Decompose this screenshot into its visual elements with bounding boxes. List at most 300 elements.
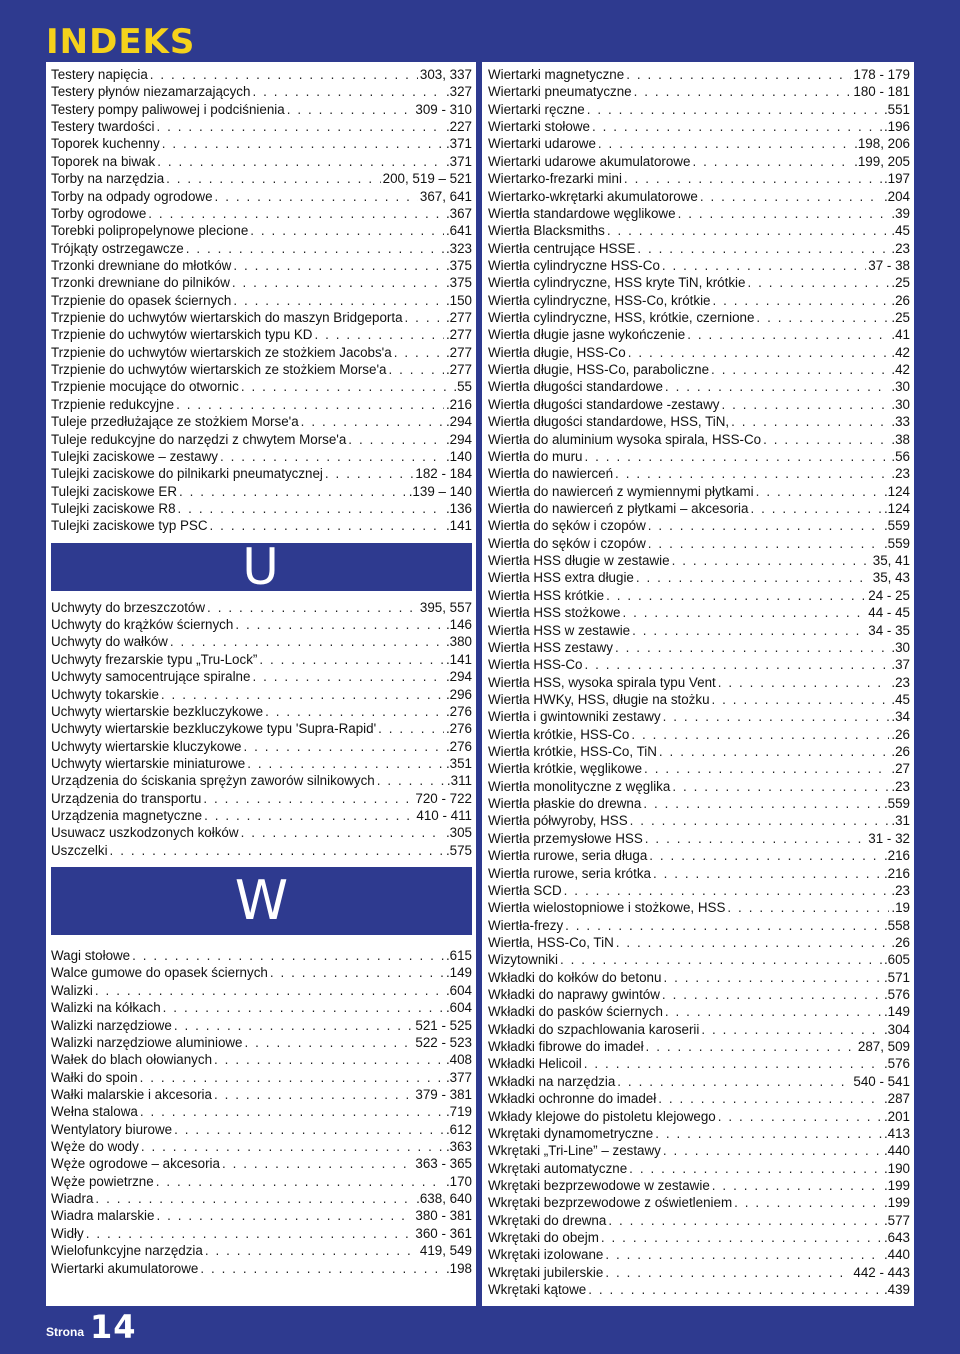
entry-page: .277 [445, 310, 472, 326]
entry-page: .204 [883, 188, 910, 204]
entry-leader-dots [179, 483, 407, 500]
index-entry [51, 118, 472, 135]
entry-leader-dots [270, 964, 444, 981]
entry-leader-dots [585, 656, 890, 673]
entry-term: Torby na narzędzia [51, 171, 165, 187]
entry-page: .577 [883, 1212, 910, 1228]
entry-leader-dots [634, 83, 852, 100]
index-entry [488, 795, 910, 812]
entry-leader-dots [626, 66, 851, 83]
entry-term: Wkładki do pasków ściernych [488, 1004, 663, 1020]
entry-term: Wkrętaki dynamometryczne [488, 1125, 654, 1141]
entry-leader-dots [645, 830, 867, 847]
entry-term: Uchwyty tokarskie [51, 686, 159, 702]
entry-leader-dots [632, 622, 866, 639]
index-entry [51, 101, 472, 118]
entry-term: Trzonki drewniane do młotków [51, 257, 232, 273]
entry-term: Trójkąty ostrzegawcze [51, 240, 184, 256]
index-entry [488, 101, 910, 118]
index-entry [51, 361, 472, 378]
entry-leader-dots [148, 205, 444, 222]
entry-leader-dots [110, 842, 444, 859]
entry-page: .277 [445, 344, 472, 360]
index-entry [51, 274, 472, 291]
entry-page: .440 [883, 1247, 910, 1263]
entry-leader-dots [378, 720, 444, 737]
entry-page: 180 - 181 [853, 84, 910, 100]
entry-term: Uchwyty wiertarskie kluczykowe [51, 738, 242, 754]
entry-term: Wiertła do aluminium wysoka spirala, HSS-Co [488, 431, 762, 447]
index-entry [488, 1055, 910, 1072]
entry-term: Wiertła przemysłowe HSS [488, 830, 643, 846]
entry-leader-dots [287, 101, 414, 118]
index-entry [488, 170, 910, 187]
entry-leader-dots [658, 1090, 882, 1107]
index-entry [488, 222, 910, 239]
entry-leader-dots [663, 969, 882, 986]
entry-leader-dots [95, 1190, 414, 1207]
entry-page: .141 [445, 518, 472, 534]
entry-leader-dots [624, 170, 882, 187]
entry-term: Trzpienie do uchwytów wiertarskich ze stożkiem Jacobs'a [51, 344, 392, 360]
entry-page: .551 [883, 101, 910, 117]
entry-page: .371 [445, 136, 472, 152]
entry-term: Wałki do spoin [51, 1069, 138, 1085]
index-entry [488, 1246, 910, 1263]
entry-page: .305 [445, 825, 472, 841]
entry-term: Trzpienie mocujące do otwornic [51, 379, 239, 395]
index-entry [51, 947, 472, 964]
index-entry [51, 413, 472, 430]
entry-leader-dots [95, 982, 444, 999]
entry-page: .124 [883, 483, 910, 499]
entry-term: Wkrętaki automatyczne [488, 1160, 628, 1176]
index-section-t [51, 66, 472, 535]
entry-page: .26 [891, 292, 910, 308]
index-entry [488, 708, 910, 725]
index-entry [51, 344, 472, 361]
index-entry [51, 483, 472, 500]
index-entry [488, 292, 910, 309]
entry-term: Wiertła do nawierceń z płytkami – akcesoria [488, 500, 749, 516]
entry-leader-dots [176, 396, 444, 413]
entry-leader-dots [156, 1173, 444, 1190]
entry-page: .170 [445, 1173, 472, 1189]
entry-page: .380 [445, 634, 472, 650]
index-entry [51, 982, 472, 999]
entry-term: Wentylatory biurowe [51, 1121, 173, 1137]
index-entry [488, 66, 910, 83]
entry-term: Wiertła-frezy [488, 917, 564, 933]
entry-leader-dots [588, 1281, 882, 1298]
entry-term: Wizytowniki [488, 952, 558, 968]
entry-term: Toporek na biwak [51, 153, 156, 169]
index-entry [51, 599, 472, 616]
letter-w: W [234, 869, 289, 933]
entry-leader-dots [132, 947, 444, 964]
index-entry [488, 587, 910, 604]
entry-leader-dots [163, 999, 444, 1016]
index-entry [51, 1034, 472, 1051]
entry-term: Wełna stalowa [51, 1104, 138, 1120]
index-entry [488, 639, 910, 656]
entry-leader-dots [598, 135, 852, 152]
entry-term: Trzpienie redukcyjne [51, 396, 175, 412]
entry-leader-dots [663, 1142, 882, 1159]
entry-term: Wiertarko-frezarki mini [488, 171, 622, 187]
entry-page: .38 [891, 431, 910, 447]
entry-page: .719 [445, 1104, 472, 1120]
entry-page: .351 [445, 755, 472, 771]
index-entry [51, 153, 472, 170]
entry-leader-dots [665, 378, 889, 395]
entry-term: Wiertarki ręczne [488, 101, 585, 117]
index-entry [488, 535, 910, 552]
index-entry [51, 1225, 472, 1242]
page-title: INDEKS [46, 22, 196, 62]
index-entry [488, 326, 910, 343]
index-entry [488, 188, 910, 205]
entry-leader-dots [646, 1038, 856, 1055]
entry-term: Wiertła SCD [488, 882, 562, 898]
entry-term: Urządzenia magnetyczne [51, 808, 203, 824]
entry-term: Wiertła HSS długie w zestawie [488, 553, 670, 569]
index-entry [488, 743, 910, 760]
entry-leader-dots [727, 899, 889, 916]
index-entry [488, 1212, 910, 1229]
entry-term: Wkłady klejowe do pistoletu klejowego [488, 1108, 716, 1124]
entry-page: .276 [445, 721, 472, 737]
index-entry [488, 240, 910, 257]
entry-page: .190 [883, 1160, 910, 1176]
entry-term: Uchwyty do brzeszczotów [51, 599, 206, 615]
entry-term: Urządzenia do ściskania sprężyn zaworów silnikowych [51, 773, 375, 789]
entry-page: 309 - 310 [415, 101, 472, 117]
entry-leader-dots [665, 1003, 882, 1020]
index-entry [51, 1069, 472, 1086]
entry-page: 44 - 45 [868, 605, 910, 621]
entry-term: Testery napięcia [51, 67, 148, 82]
index-entry [51, 309, 472, 326]
index-entry [488, 1264, 910, 1281]
entry-page: .37 [891, 657, 910, 673]
index-entry [488, 1177, 910, 1194]
entry-page: 287, 509 [857, 1039, 910, 1055]
entry-leader-dots [605, 1264, 851, 1281]
entry-leader-dots [712, 691, 890, 708]
index-entry [488, 517, 910, 534]
entry-page: .124 [883, 500, 910, 516]
entry-term: Wiertła długie, HSS-Co [488, 344, 626, 360]
entry-page: .276 [445, 703, 472, 719]
index-section-w [51, 947, 472, 1277]
entry-term: Walizki na kółkach [51, 1000, 161, 1016]
entry-leader-dots [207, 599, 418, 616]
entry-page: .559 [883, 796, 910, 812]
index-entry [51, 1051, 472, 1068]
index-entry [51, 755, 472, 772]
entry-page: 419, 549 [419, 1243, 472, 1259]
entry-term: Wiertarki pneumatyczne [488, 84, 632, 100]
entry-leader-dots [718, 674, 890, 691]
entry-term: Wiertła do nawierceń [488, 466, 614, 482]
entry-leader-dots [233, 257, 444, 274]
entry-leader-dots [622, 604, 866, 621]
index-entry [51, 703, 472, 720]
index-entry [51, 431, 472, 448]
entry-page: .30 [891, 396, 910, 412]
index-entry [488, 83, 910, 100]
entry-leader-dots [186, 240, 444, 257]
entry-leader-dots [617, 1073, 851, 1090]
entry-leader-dots [174, 1017, 414, 1034]
entry-leader-dots [140, 1103, 444, 1120]
entry-term: Wkładki Helicoil [488, 1056, 582, 1072]
index-entry [488, 1142, 910, 1159]
entry-term: Wiertła HSS w zestawie [488, 622, 631, 638]
entry-term: Wiertarki akumulatorowe [51, 1260, 199, 1276]
entry-leader-dots [245, 1034, 414, 1051]
entry-page: 367, 641 [419, 188, 472, 204]
entry-leader-dots [747, 274, 889, 291]
entry-page: .139 – 140 [408, 483, 472, 499]
entry-leader-dots [628, 344, 890, 361]
index-entry [488, 153, 910, 170]
entry-leader-dots [161, 686, 444, 703]
index-entry [488, 378, 910, 395]
entry-term: Tulejki zaciskowe do pilnikarki pneumatycznej [51, 466, 323, 482]
entry-leader-dots [241, 378, 452, 395]
entry-leader-dots [564, 882, 890, 899]
entry-term: Wiertła długie jasne wykończenie [488, 327, 686, 343]
entry-leader-dots [301, 413, 444, 430]
entry-page: 720 - 722 [415, 790, 472, 806]
entry-term: Wiertła krótkie, węglikowe [488, 761, 643, 777]
entry-term: Wiertła długości standardowe -zestawy [488, 396, 720, 412]
entry-term: Wiertła cylindryczne, HSS kryte TiN, krótkie [488, 275, 746, 291]
entry-term: Testery twardości [51, 119, 155, 135]
entry-page: .576 [883, 1056, 910, 1072]
entry-page: .559 [883, 535, 910, 551]
entry-leader-dots [700, 188, 882, 205]
entry-page: .197 [883, 171, 910, 187]
entry-leader-dots [587, 101, 882, 118]
entry-term: Uchwyty samocentrujące spiralne [51, 669, 251, 685]
index-entry [488, 1108, 910, 1125]
entry-page: .413 [883, 1125, 910, 1141]
index-entry [488, 986, 910, 1003]
entry-page: .26 [891, 744, 910, 760]
entry-leader-dots [648, 517, 882, 534]
entry-page: 363 - 365 [415, 1156, 472, 1172]
entry-page: .23 [891, 778, 910, 794]
index-entry [51, 1138, 472, 1155]
index-entry [488, 1038, 910, 1055]
entry-leader-dots [629, 1160, 882, 1177]
entry-term: Widły [51, 1225, 84, 1241]
entry-leader-dots [731, 413, 889, 430]
entry-term: Uchwyty do krążków ściernych [51, 617, 234, 633]
entry-page: .23 [891, 882, 910, 898]
left-column [46, 62, 476, 1306]
entry-leader-dots [663, 708, 890, 725]
index-entry [488, 674, 910, 691]
entry-page: .45 [891, 691, 910, 707]
entry-leader-dots [644, 760, 889, 777]
index-entry [51, 500, 472, 517]
entry-page: .277 [445, 327, 472, 343]
entry-page: .439 [883, 1282, 910, 1298]
letter-u: U [242, 537, 281, 596]
entry-leader-dots [250, 222, 444, 239]
index-entry [488, 448, 910, 465]
index-entry [51, 396, 472, 413]
entry-page: .277 [445, 362, 472, 378]
entry-term: Wkładki do szpachlowania karoserii [488, 1021, 700, 1037]
index-entry [488, 830, 910, 847]
entry-leader-dots [585, 448, 890, 465]
entry-term: Wiertła standardowe węglikowe [488, 205, 676, 221]
index-entry [51, 1121, 472, 1138]
entry-term: Torby ogrodowe [51, 205, 147, 221]
index-entry [51, 240, 472, 257]
entry-leader-dots [233, 292, 444, 309]
index-entry [51, 205, 472, 222]
entry-leader-dots [388, 361, 443, 378]
entry-leader-dots [734, 1194, 882, 1211]
entry-leader-dots [214, 1086, 413, 1103]
index-entry [488, 917, 910, 934]
left-column-content [51, 66, 472, 1306]
index-entry [488, 1090, 910, 1107]
entry-page: .199, 205 [854, 153, 910, 169]
index-entry [51, 448, 472, 465]
entry-page: .612 [445, 1121, 472, 1137]
entry-term: Wiadra malarskie [51, 1208, 155, 1224]
index-entry [51, 1260, 472, 1277]
index-entry [488, 396, 910, 413]
entry-page: .216 [883, 865, 910, 881]
index-entry [51, 616, 472, 633]
entry-page: 303, 337 [419, 67, 472, 82]
entry-leader-dots [615, 639, 889, 656]
index-entry [488, 361, 910, 378]
entry-leader-dots [643, 795, 882, 812]
entry-term: Wiertła HSS, wysoka spirala typu Vent [488, 674, 716, 690]
entry-term: Trzpienie do uchwytów wiertarskich do maszyn Bridgeporta [51, 310, 403, 326]
entry-leader-dots [712, 1177, 882, 1194]
index-entry [51, 1103, 472, 1120]
entry-term: Uchwyty wiertarskie bezkluczykowe [51, 703, 264, 719]
index-entry [488, 431, 910, 448]
entry-term: Tulejki zaciskowe typ PSC [51, 518, 208, 534]
index-entry [488, 812, 910, 829]
entry-leader-dots [601, 1229, 882, 1246]
entry-term: Wiertła rurowe, seria krótka [488, 865, 651, 881]
entry-term: Wiertła długości standardowe, HSS, TiN, [488, 414, 730, 430]
entry-page: .146 [445, 617, 472, 633]
entry-term: Wiertła krótkie, HSS-Co, TiN [488, 744, 657, 760]
index-entry [488, 1281, 910, 1298]
index-entry [488, 622, 910, 639]
letter-heading-u [51, 537, 472, 596]
index-entry [488, 969, 910, 986]
entry-term: Węże powietrzne [51, 1173, 154, 1189]
entry-leader-dots [244, 738, 444, 755]
entry-page: .31 [891, 813, 910, 829]
entry-leader-dots [584, 1055, 882, 1072]
entry-page: .287 [883, 1091, 910, 1107]
entry-leader-dots [220, 448, 444, 465]
entry-term: Wkrętaki do obejm [488, 1230, 599, 1246]
entry-page: .25 [891, 275, 910, 291]
entry-page: 24 - 25 [868, 587, 910, 603]
index-entry [51, 668, 472, 685]
entry-page: .30 [891, 379, 910, 395]
entry-page: 410 - 411 [416, 808, 472, 824]
entry-term: Wiertarki magnetyczne [488, 67, 625, 82]
entry-term: Wiertła do sęków i czopów [488, 535, 646, 551]
entry-term: Wiertła, HSS-Co, TiN [488, 934, 614, 950]
entry-page: 380 - 381 [415, 1208, 472, 1224]
index-entry [51, 135, 472, 152]
index-entry [51, 1242, 472, 1259]
entry-term: Wkładki ochronne do imadeł [488, 1091, 657, 1107]
entry-page: .294 [445, 431, 472, 447]
entry-term: Torebki polipropelynowe plecione [51, 223, 249, 239]
entry-page: 37 - 38 [868, 257, 910, 273]
entry-leader-dots [215, 188, 418, 205]
entry-term: Wiertła HSS-Co [488, 657, 583, 673]
index-entry [488, 257, 910, 274]
entry-term: Wałki malarskie i akcesoria [51, 1086, 212, 1102]
entry-term: Walizki narzędziowe aluminiowe [51, 1034, 243, 1050]
index-entry [488, 1003, 910, 1020]
entry-term: Wagi stołowe [51, 948, 131, 964]
index-entry [488, 865, 910, 882]
entry-term: Wiertła do muru [488, 448, 583, 464]
entry-page: 395, 557 [419, 599, 472, 615]
index-entry [51, 824, 472, 841]
entry-leader-dots [701, 1021, 882, 1038]
entry-leader-dots [756, 483, 882, 500]
entry-page: .199 [883, 1178, 910, 1193]
entry-page: 379 - 381 [415, 1086, 472, 1102]
entry-page: 540 - 541 [853, 1073, 910, 1089]
entry-page: .33 [891, 414, 910, 430]
entry-term: Tuleje redukcyjne do narzędzi z chwytem Morse'a [51, 431, 347, 447]
index-entry [51, 1155, 472, 1172]
entry-term: Torby na odpady ogrodowe [51, 188, 213, 204]
entry-leader-dots [348, 431, 444, 448]
entry-page: .408 [445, 1052, 472, 1068]
index-entry [51, 188, 472, 205]
entry-page: .149 [883, 1004, 910, 1020]
entry-leader-dots [750, 500, 881, 517]
entry-leader-dots [86, 1225, 414, 1242]
entry-leader-dots [631, 726, 889, 743]
entry-page: .294 [445, 669, 472, 685]
entry-page: .23 [891, 466, 910, 482]
index-entry [51, 1173, 472, 1190]
entry-term: Wkładki do naprawy gwintów [488, 987, 660, 1003]
index-entry [51, 686, 472, 703]
entry-page: .377 [445, 1069, 472, 1085]
index-entry [51, 720, 472, 737]
index-entry [51, 292, 472, 309]
entry-term: Walizki [51, 982, 93, 998]
entry-term: Wiertarko-wkrętarki akumulatorowe [488, 188, 698, 204]
